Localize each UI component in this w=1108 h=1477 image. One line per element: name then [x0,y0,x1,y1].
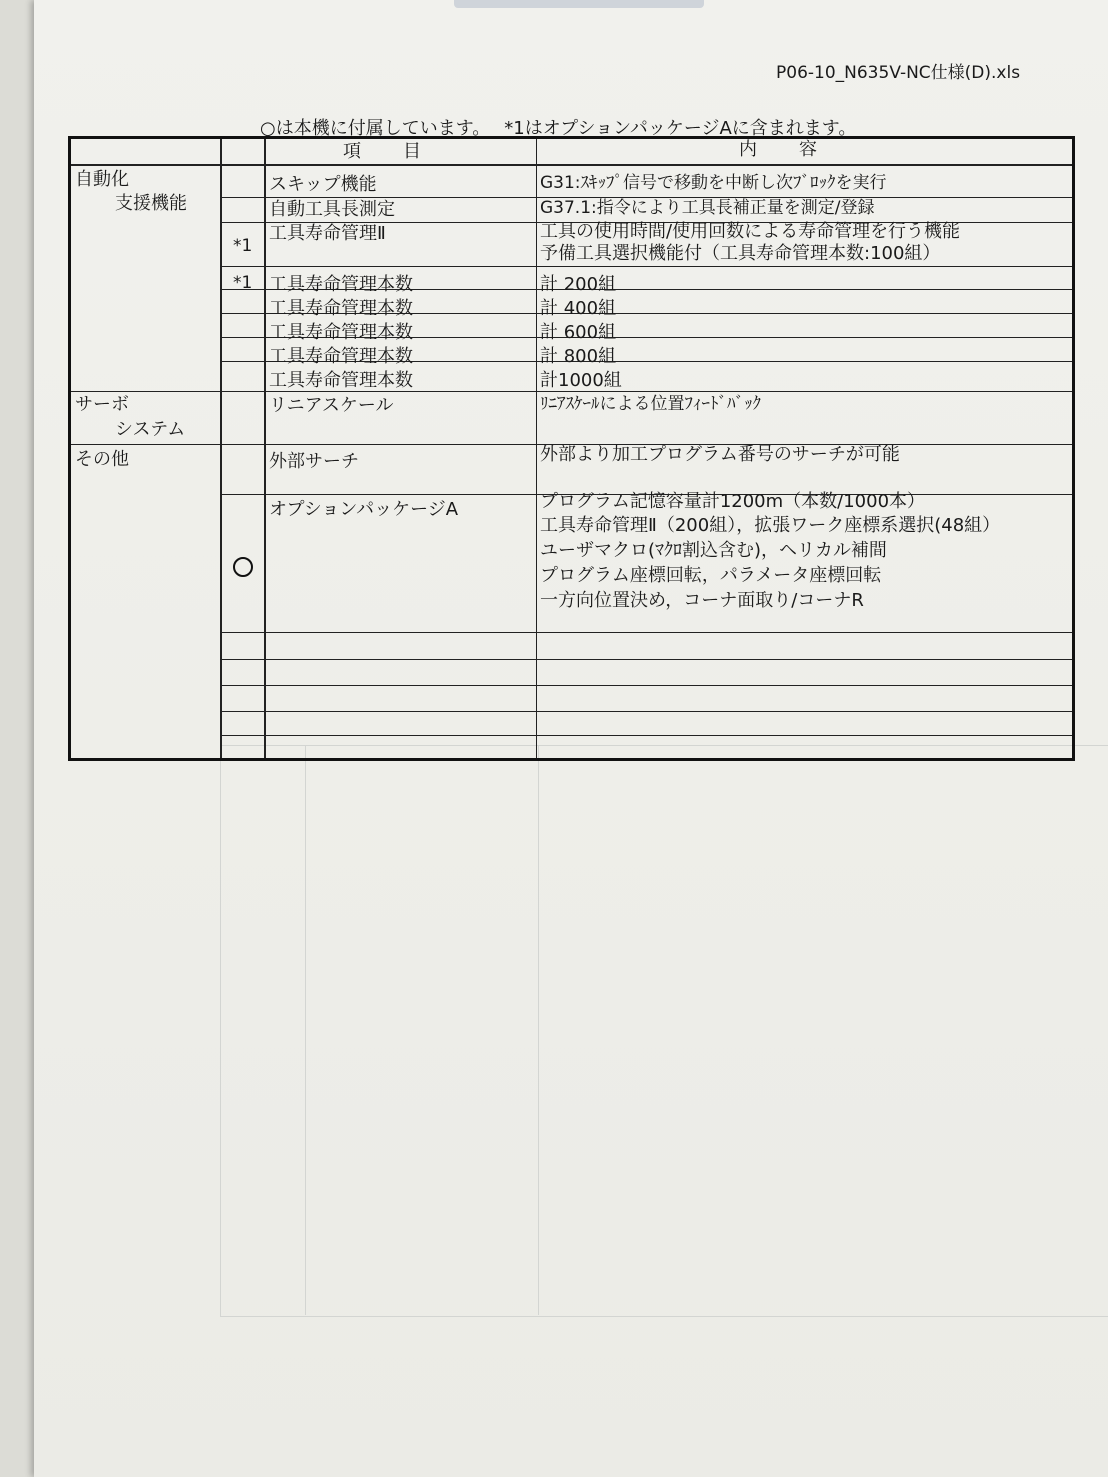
content-package-line-2: 工具寿命管理Ⅱ（200組），拡張ワーク座標系選択(48組） [540,515,1001,536]
legend-included: ○は本機に付属しています。 [260,118,491,139]
header-content: 内 容 [739,139,819,160]
row-rule [222,685,1072,686]
content-tool-life: 工具の使用時間/使用回数による寿命管理を行う機能 [540,221,961,242]
item-tool-life: 工具寿命管理Ⅱ [269,223,386,244]
content-tool-count-200: 計 200組 [540,274,617,295]
item-tool-count-800: 工具寿命管理本数 [269,346,413,367]
show-through-column [537,745,539,1315]
mark-tool-count-200: *1 [233,273,253,293]
content-package-line-5: 一方向位置決め，コーナ面取り/コーナR [540,590,864,611]
group-servo-line1: サーボ [75,394,129,415]
item-tool-count-200: 工具寿命管理本数 [269,274,413,295]
group-automation-line1: 自動化 [75,169,129,190]
row-rule [222,632,1072,633]
item-tool-count-1000: 工具寿命管理本数 [269,370,413,391]
header-rule [71,164,1072,166]
content-package-line-3: ユーザマクロ(ﾏｸﾛ割込含む)，ヘリカル補間 [540,540,887,561]
content-skip: G31:ｽｷｯﾌﾟ信号で移動を中断し次ﾌﾞﾛｯｸを実行 [540,173,887,193]
content-tool-length: G37.1:指令により工具長補正量を測定/登録 [540,198,875,218]
mark-tool-life: *1 [233,236,253,256]
column-divider [220,139,222,758]
content-tool-count-800: 計 800組 [540,346,617,367]
group-servo-line2: システム [115,419,186,440]
item-linear-scale: リニアスケール [269,395,394,416]
content-tool-count-600: 計 600組 [540,322,617,343]
file-name: P06-10_N635V-NC仕様(D).xls [776,63,1021,83]
legend-package: *1はオプションパッケージAに含まれます。 [504,118,857,139]
row-rule [222,266,1072,267]
show-through-table [220,745,1108,1317]
content-package-line-4: プログラム座標回転，パラメータ座標回転 [540,565,882,586]
row-rule [222,735,1072,736]
included-circle-icon [233,557,253,577]
item-skip: スキップ機能 [269,174,377,195]
column-divider [536,139,537,758]
item-tool-count-400: 工具寿命管理本数 [269,298,413,319]
spec-table [68,136,1075,761]
binder-tab [454,0,704,8]
content-tool-count-1000: 計1000組 [540,370,622,391]
row-rule [222,711,1072,712]
row-rule [222,659,1072,660]
item-tool-count-600: 工具寿命管理本数 [269,322,413,343]
item-option-package: オプションパッケージA [269,499,459,520]
group-other: その他 [75,449,129,470]
group-automation-line2: 支援機能 [115,193,187,214]
content-tool-count-400: 計 400組 [540,298,617,319]
item-external-search: 外部サーチ [269,451,359,472]
item-tool-length: 自動工具長測定 [269,199,395,220]
content-package-line-1: プログラム記憶容量計1200m（本数/1000本） [540,491,926,512]
column-divider [264,139,266,758]
header-item: 項 目 [343,141,423,162]
show-through-column [220,745,306,1315]
content-external-search: 外部より加工プログラム番号のサーチが可能 [540,444,900,465]
content-linear-scale: ﾘﾆｱｽｹｰﾙによる位置ﾌｨｰﾄﾞﾊﾞｯｸ [540,394,761,414]
content-tool-life-2: 予備工具選択機能付（工具寿命管理本数:100組） [540,243,941,264]
